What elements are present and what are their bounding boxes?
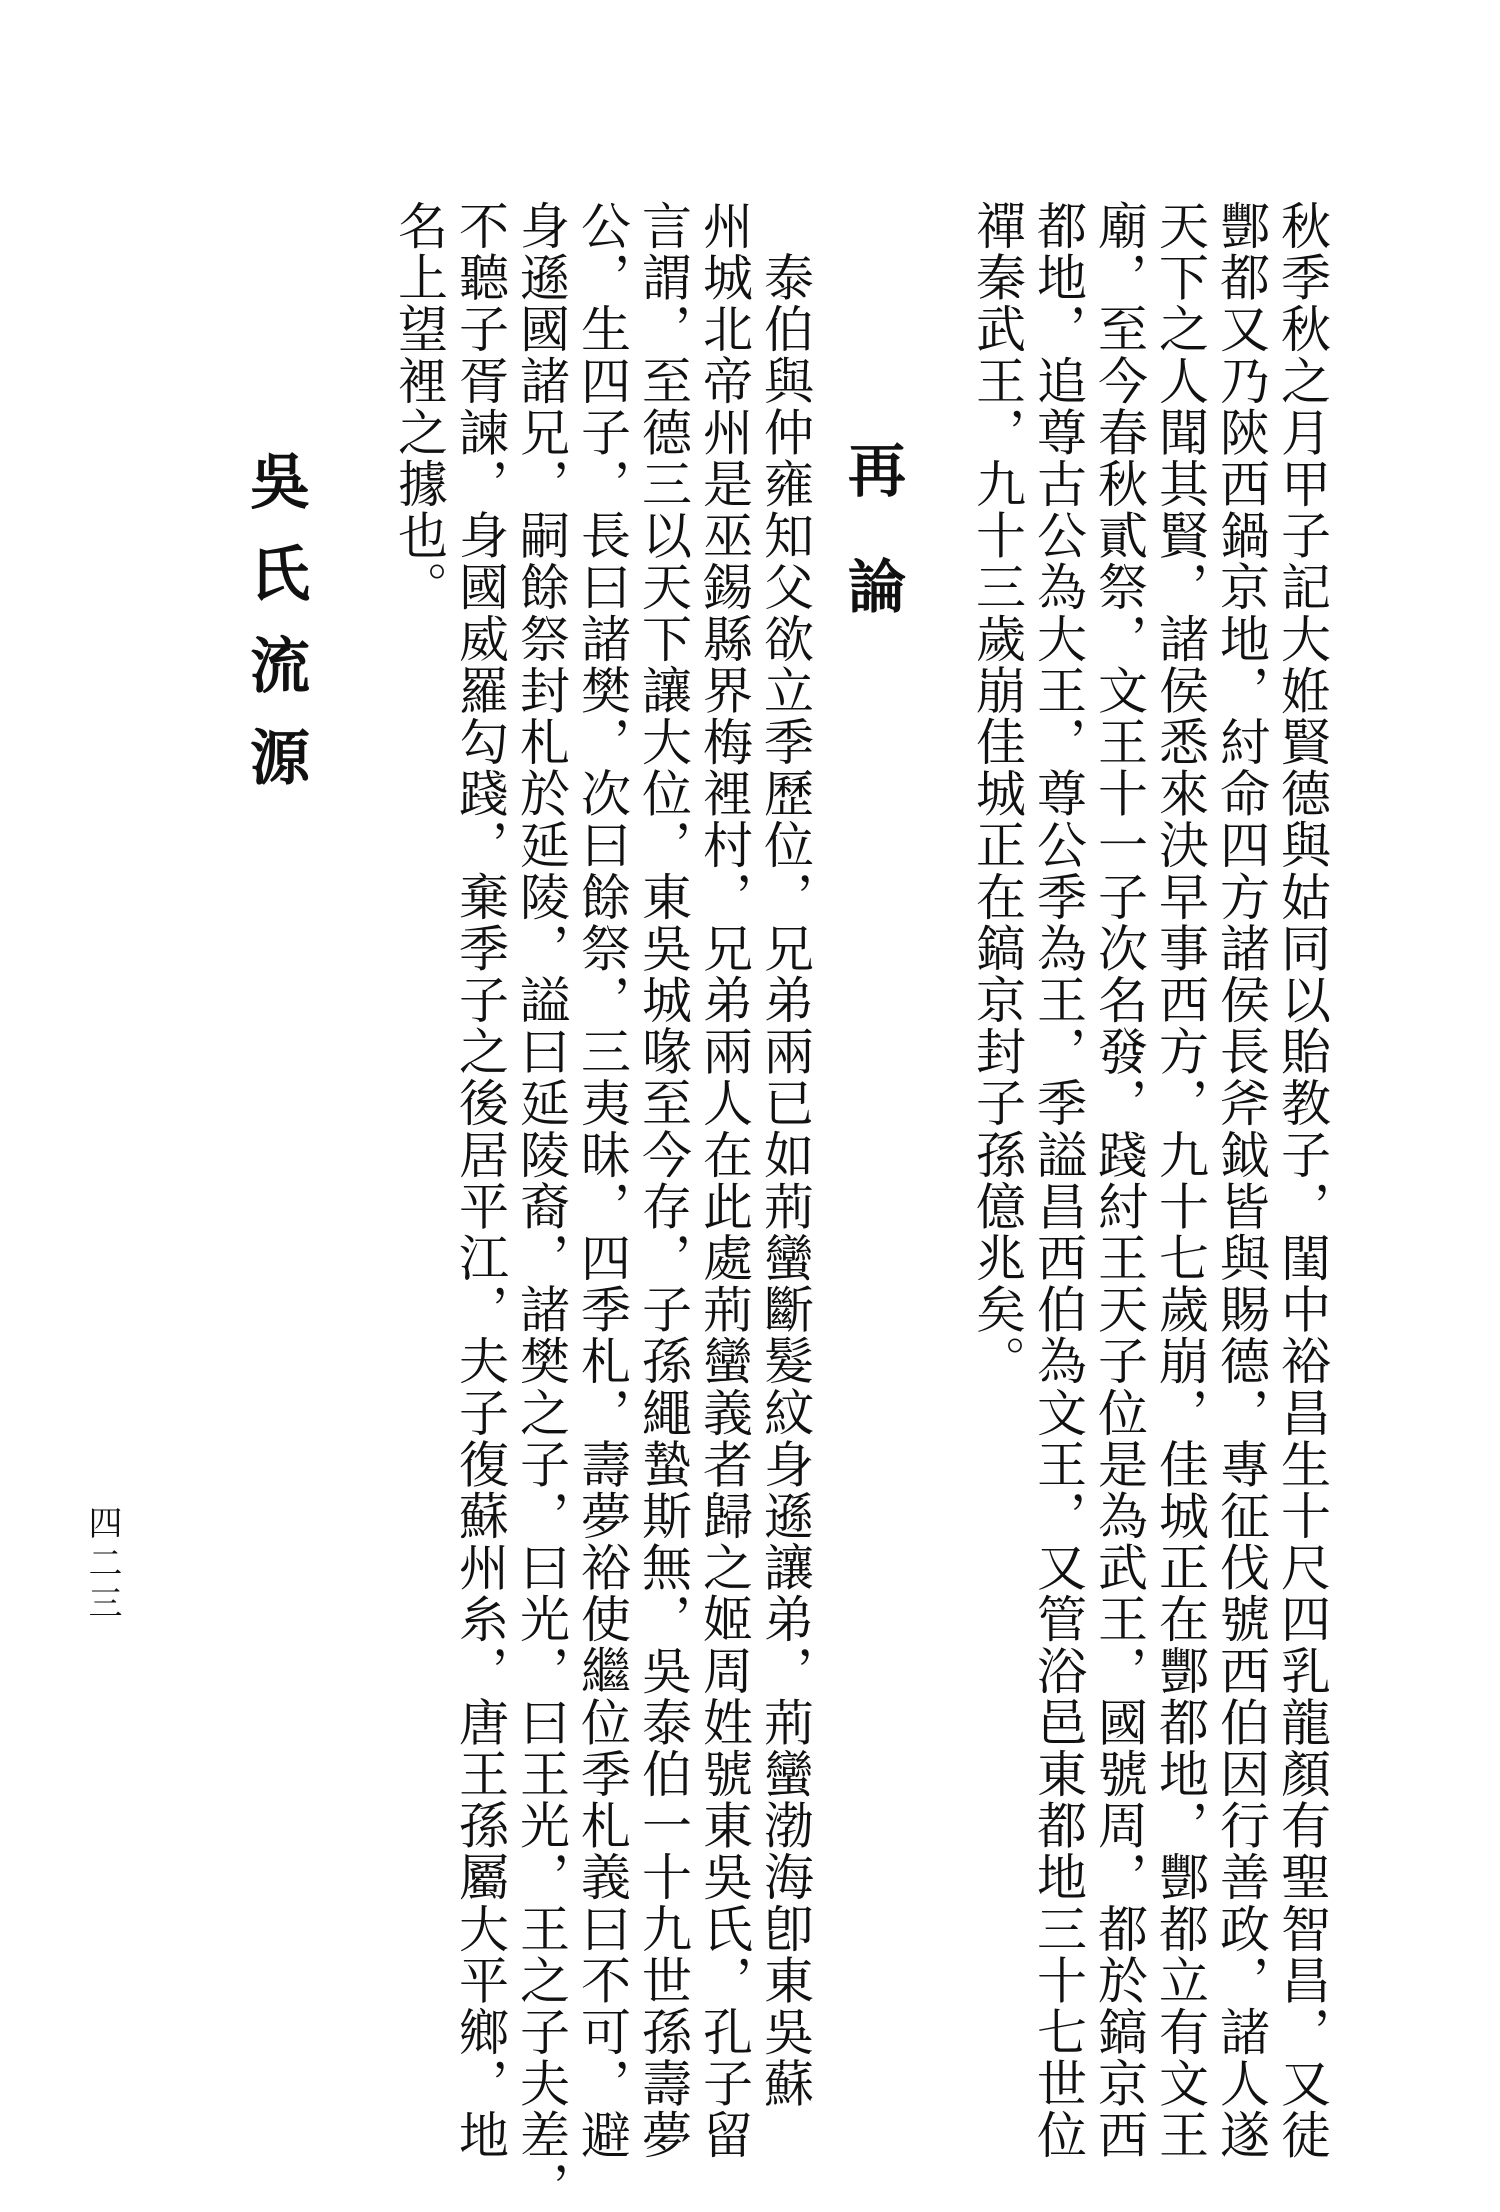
- section-heading: 再 論: [838, 440, 906, 614]
- text-column: 都地，追尊古公為大王，尊公季為王，季謚昌西伯為文王，又管浴邑東都地三十七世位: [1029, 200, 1087, 2161]
- body-column: 身遜國諸兄，嗣餘祭封札於延陵，謚曰延陵裔，諸樊之子，曰光，曰王光，王之子夫差，: [512, 200, 570, 2212]
- body-column: 公，生四子，長曰諸樊，次曰餘祭，三夷昧，四季札，壽夢裕使繼位季札義曰不可，避: [573, 200, 631, 2161]
- text-column: 廟，至今春秋貳祭，文王十一子次名發，踐紂王天子位是為武王，國號周，都於鎬京西: [1090, 200, 1148, 2161]
- body-column: 泰伯與仲雍知父欲立季歷位，兄弟兩已如荊蠻斷髮紋身遜讓弟，荊蠻渤海卽東吳蘇: [756, 200, 814, 2110]
- body-column: 州城北帝州是巫錫縣界梅裡村，兄弟兩人在此處荊蠻義者歸之姬周姓號東吳氏，孔子留: [695, 200, 753, 2161]
- text-column: 秋季秋之月甲子記大姙賢德與姑同以貽教子，閨中裕昌生十尺四乳龍顏有聖智昌，又徒: [1273, 200, 1331, 2161]
- side-title: 吳氏流源: [240, 450, 310, 818]
- body-column: 名上望裡之據也。: [390, 200, 448, 613]
- body-column: 不聽子胥諫，身國威羅勾踐，棄季子之後居平江，夫子復蘇州糸，唐王孫屬大平鄉，地: [451, 200, 509, 2161]
- text-column: 禪秦武王，九十三歲崩佳城正在鎬京封子孫億兆矣。: [968, 200, 1026, 1387]
- page-number: 四二三: [82, 1505, 122, 1625]
- text-column: 酆都又乃陝西鍋京地，紂命四方諸侯長斧鉞皆與賜德，專征伐號西伯因行善政，諸人遂: [1212, 200, 1270, 2161]
- body-column: 言謂，至德三以天下讓大位，東吳城喙至今存，子孫繩蟄斯無，吳泰伯一十九世孫壽夢: [634, 200, 692, 2161]
- text-column: 天下之人聞其賢，諸侯悉來決早事西方，九十七歲崩，佳城正在酆都地，酆都立有文王: [1151, 200, 1209, 2161]
